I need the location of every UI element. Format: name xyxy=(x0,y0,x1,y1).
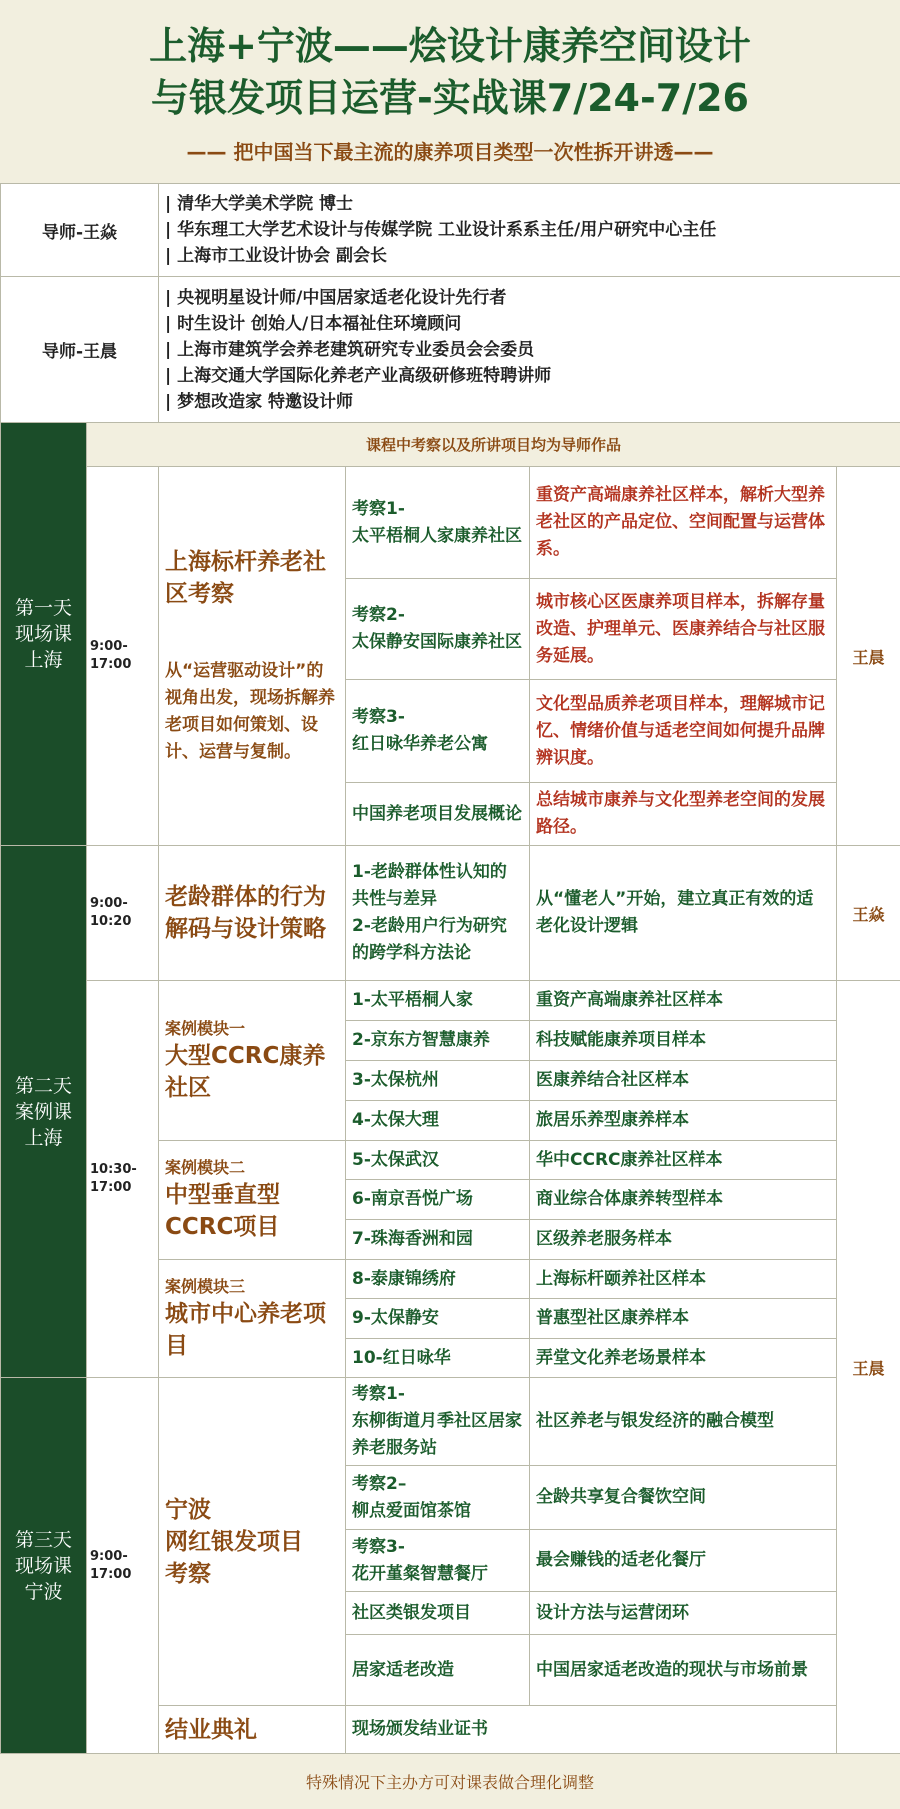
day-2-label: 第二天 案例课 上海 xyxy=(1,846,87,1378)
day-1-topic xyxy=(159,467,346,846)
teacher: 王晨 xyxy=(837,467,900,846)
session-item: 1-老龄群体性认知的共性与差异 2-老龄用户行为研究的跨学科方法论 xyxy=(346,846,530,981)
title-line-2: 与银发项目运营-实战课7/24-7/26 xyxy=(151,76,749,120)
module-tag: 案例模块一 xyxy=(165,1018,246,1038)
case-item: 3-太保杭州 xyxy=(346,1061,530,1101)
module-name: 中型垂直型CCRC项目 xyxy=(165,1182,280,1240)
title-line-1: 上海+宁波——烩设计康养空间设计 xyxy=(149,24,751,68)
mentor-label: 导师-王晨 xyxy=(1,277,159,423)
case-desc: 区级养老服务样本 xyxy=(530,1220,837,1260)
subtitle: —— 把中国当下最主流的康养项目类型一次性拆开讲透—— xyxy=(186,140,714,164)
visit-item: 考察2– 柳点爱面馆茶馆 xyxy=(346,1466,530,1530)
visit-item: 考察1- 东柳街道月季社区居家养老服务站 xyxy=(346,1378,530,1466)
footer-note: 特殊情况下主办方可对课表做合理化调整 xyxy=(0,1756,900,1809)
mentor-label: 导师-王焱 xyxy=(1,184,159,277)
case-module xyxy=(159,1141,346,1260)
case-desc: 弄堂文化养老场景样本 xyxy=(530,1339,837,1378)
module-tag: 案例模块三 xyxy=(165,1276,246,1296)
day-3-label: 第三天 现场课 宁波 xyxy=(1,1378,87,1754)
mentor-bio xyxy=(159,277,900,423)
case-item: 1-太平梧桐人家 xyxy=(346,981,530,1021)
header xyxy=(0,0,900,183)
bio-line: | 上海市建筑学会养老建筑研究专业委员会会委员 xyxy=(165,339,535,360)
case-desc: 医康养结合社区样本 xyxy=(530,1061,837,1101)
bio-line: | 华东理工大学艺术设计与传媒学院 工业设计系系主任/用户研究中心主任 xyxy=(165,220,717,240)
visit-item: 中国养老项目发展概论 xyxy=(346,783,530,846)
case-item: 7-珠海香洲和园 xyxy=(346,1220,530,1260)
visit-desc: 最会赚钱的适老化餐厅 xyxy=(530,1530,837,1592)
mentor-bio xyxy=(159,184,900,277)
case-desc: 上海标杆颐养社区样本 xyxy=(530,1260,837,1299)
time-slot: 10:30- 17:00 xyxy=(87,981,159,1378)
time-slot: 9:00- 10:20 xyxy=(87,846,159,981)
graduation-desc: 现场颁发结业证书 xyxy=(346,1706,837,1754)
module-name: 城市中心养老项目 xyxy=(165,1300,326,1359)
visit-desc: 城市核心区医康养项目样本，拆解存量改造、护理单元、医康养结合与社区服务延展。 xyxy=(530,579,837,680)
visit-item: 考察3- 红日咏华养老公寓 xyxy=(346,680,530,783)
day-3-topic: 宁波 网红银发项目 考察 xyxy=(159,1378,346,1706)
case-desc: 普惠型社区康养样本 xyxy=(530,1299,837,1339)
bio-line: | 清华大学美术学院 博士 xyxy=(165,194,354,214)
visit-desc: 文化型品质养老项目样本，理解城市记忆、情绪价值与适老空间如何提升品牌辨识度。 xyxy=(530,680,837,783)
bio-line: | 央视明星设计师/中国居家适老化设计先行者 xyxy=(165,287,507,308)
case-item: 5-太保武汉 xyxy=(346,1141,530,1180)
visit-desc: 重资产高端康养社区样本，解析大型养老社区的产品定位、空间配置与运营体系。 xyxy=(530,467,837,579)
bio-line: | 时生设计 创始人/日本福祉住环境顾问 xyxy=(165,313,462,334)
bio-line: | 梦想改造家 特邀设计师 xyxy=(165,391,354,412)
session-desc: 从“懂老人”开始，建立真正有效的适老化设计逻辑 xyxy=(530,846,837,981)
case-module xyxy=(159,981,346,1141)
visit-desc: 全龄共享复合餐饮空间 xyxy=(530,1466,837,1530)
case-desc: 华中CCRC康养社区样本 xyxy=(530,1141,837,1180)
module-tag: 案例模块二 xyxy=(165,1158,246,1177)
case-item: 4-太保大理 xyxy=(346,1101,530,1141)
visit-item: 居家适老改造 xyxy=(346,1635,530,1706)
schedule-table xyxy=(0,183,900,1754)
case-item: 2-京东方智慧康养 xyxy=(346,1021,530,1061)
case-desc: 科技赋能康养项目样本 xyxy=(530,1021,837,1061)
bio-line: | 上海交通大学国际化养老产业高级研修班特聘讲师 xyxy=(165,365,552,386)
visit-item: 考察3- 花开堇粲智慧餐厅 xyxy=(346,1530,530,1592)
visit-desc: 设计方法与运营闭环 xyxy=(530,1592,837,1635)
time-slot: 9:00- 17:00 xyxy=(87,467,159,846)
case-desc: 重资产高端康养社区样本 xyxy=(530,981,837,1021)
topic-title: 上海标杆养老社区考察 xyxy=(165,549,326,607)
topic-desc: 从“运营驱动设计”的视角出发，现场拆解养老项目如何策划、设计、运营与复制。 xyxy=(165,661,335,762)
session-topic: 老龄群体的行为解码与设计策略 xyxy=(159,846,346,981)
graduation: 结业典礼 xyxy=(159,1706,346,1754)
case-item: 6-南京吾悦广场 xyxy=(346,1180,530,1220)
visit-item: 社区类银发项目 xyxy=(346,1592,530,1635)
visit-item: 考察1- 太平梧桐人家康养社区 xyxy=(346,467,530,579)
mentor-row xyxy=(1,184,900,277)
time-slot: 9:00- 17:00 xyxy=(87,1378,159,1754)
teacher: 王晨 xyxy=(837,981,900,1754)
case-item: 9-太保静安 xyxy=(346,1299,530,1339)
visit-item: 考察2- 太保静安国际康养社区 xyxy=(346,579,530,680)
module-name: 大型CCRC康养社区 xyxy=(165,1042,326,1101)
day-1-label: 第一天 现场课 上海 xyxy=(1,423,87,846)
visit-desc: 中国居家适老改造的现状与市场前景 xyxy=(530,1635,837,1706)
case-desc: 旅居乐养型康养样本 xyxy=(530,1101,837,1141)
case-item: 10-红日咏华 xyxy=(346,1339,530,1378)
visit-desc: 总结城市康养与文化型养老空间的发展路径。 xyxy=(530,783,837,846)
notice: 课程中考察以及所讲项目均为导师作品 xyxy=(87,423,900,467)
teacher: 王焱 xyxy=(837,846,900,981)
mentor-row xyxy=(1,277,900,423)
bio-line: | 上海市工业设计协会 副会长 xyxy=(165,246,388,266)
visit-desc: 社区养老与银发经济的融合模型 xyxy=(530,1378,837,1466)
case-item: 8-泰康锦绣府 xyxy=(346,1260,530,1299)
case-desc: 商业综合体康养转型样本 xyxy=(530,1180,837,1220)
case-module xyxy=(159,1260,346,1378)
